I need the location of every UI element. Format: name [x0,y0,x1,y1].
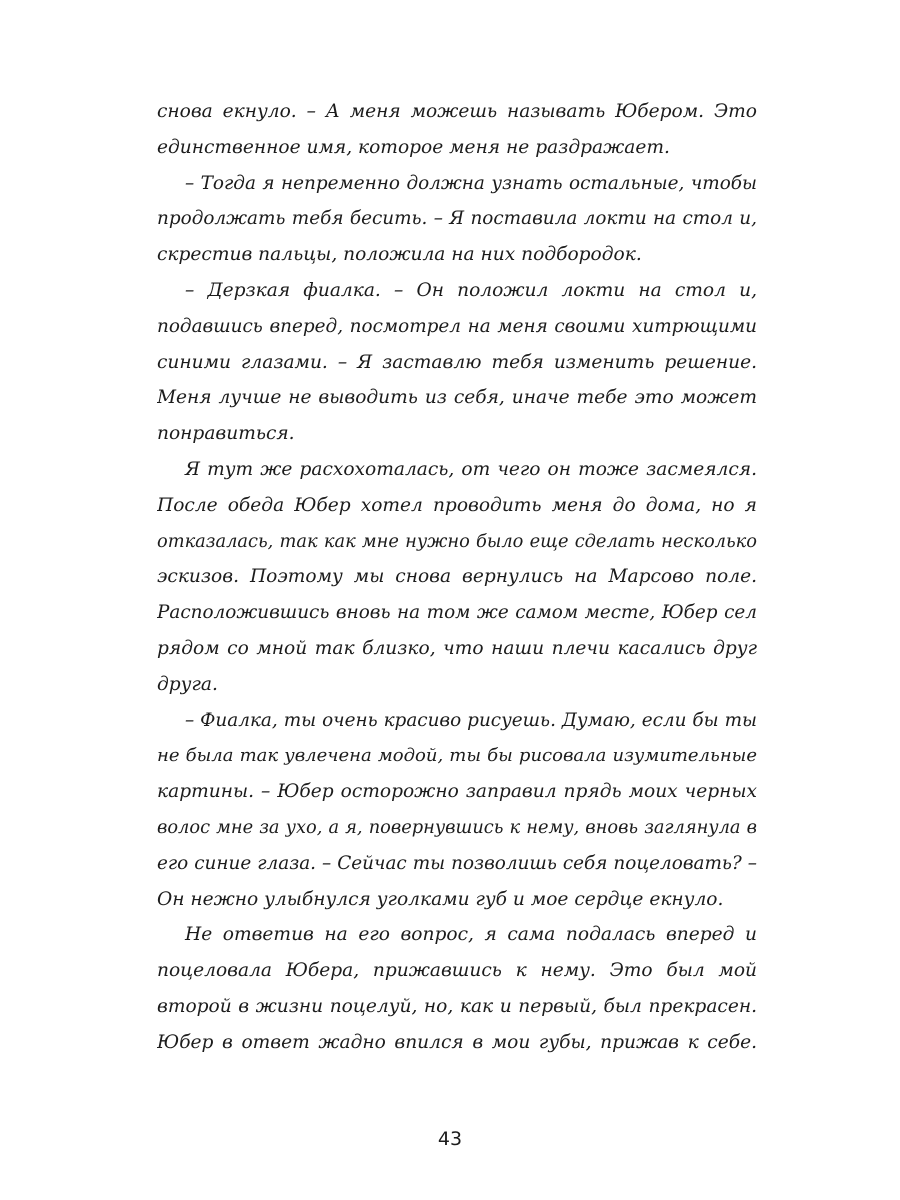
text-line: картины. – Юбер осторожно заправил прядь моих черных [157,781,757,803]
text-line: понравиться. [157,423,295,445]
text-line: – Тогда я непременно должна узнать остальные, чтобы [185,172,757,194]
text-line: единственное имя, которое меня не раздражает. [157,136,670,158]
text-line: – Фиалка, ты очень красиво рисуешь. Думаю, если бы ты [185,709,757,731]
text-line: Не ответив на его вопрос, я сама подалась вперед и [185,924,757,946]
text-line: Меня лучше не выводить из себя, иначе тебе это может [157,387,757,409]
text-line: скрестив пальцы, положила на них подбородок. [157,244,642,266]
text-line: волос мне за ухо, а я, повернувшись к нему, вновь заглянула в [157,816,757,838]
text-line: подавшись вперед, посмотрел на меня своими хитрющими [157,315,757,337]
text-line: друга. [157,673,218,695]
text-line: продолжать тебя бесить. – Я поставила локти на стол и, [157,208,757,230]
page-number: 43 [437,1128,463,1150]
text-line: снова екнуло. – А меня можешь называть Юбером. Это [157,101,757,122]
text-line: отказалась, так как мне нужно было еще сделать несколько [157,530,757,552]
text-line: второй в жизни поцелуй, но, как и первый, был прекрасен. [157,995,757,1017]
text-line: Юбер в ответ жадно впился в мои губы, прижав к себе. [157,1031,757,1053]
text-line: рядом со мной так близко, что наши плечи касались друг [157,637,757,659]
body-text [157,94,757,1061]
text-line: его синие глаза. – Сейчас ты позволишь себя поцеловать? – [157,852,757,874]
text-line: После обеда Юбер хотел проводить меня до дома, но я [157,494,757,516]
text-line: эскизов. Поэтому мы снова вернулись на Марсово поле. [157,566,757,588]
text-line: – Дерзкая фиалка. – Он положил локти на стол и, [185,279,757,301]
text-line: Расположившись вновь на том же самом месте, Юбер сел [157,602,757,624]
text-line: синими глазами. – Я заставлю тебя изменить решение. [157,351,757,373]
text-line: Я тут же расхохоталась, от чего он тоже засмеялся. [185,458,757,480]
text-line: не была так увлечена модой, ты бы рисовала изумительные [157,745,757,767]
text-line: Он нежно улыбнулся уголками губ и мое сердце екнуло. [157,888,724,910]
text-line: поцеловала Юбера, прижавшись к нему. Это был мой [157,960,757,982]
